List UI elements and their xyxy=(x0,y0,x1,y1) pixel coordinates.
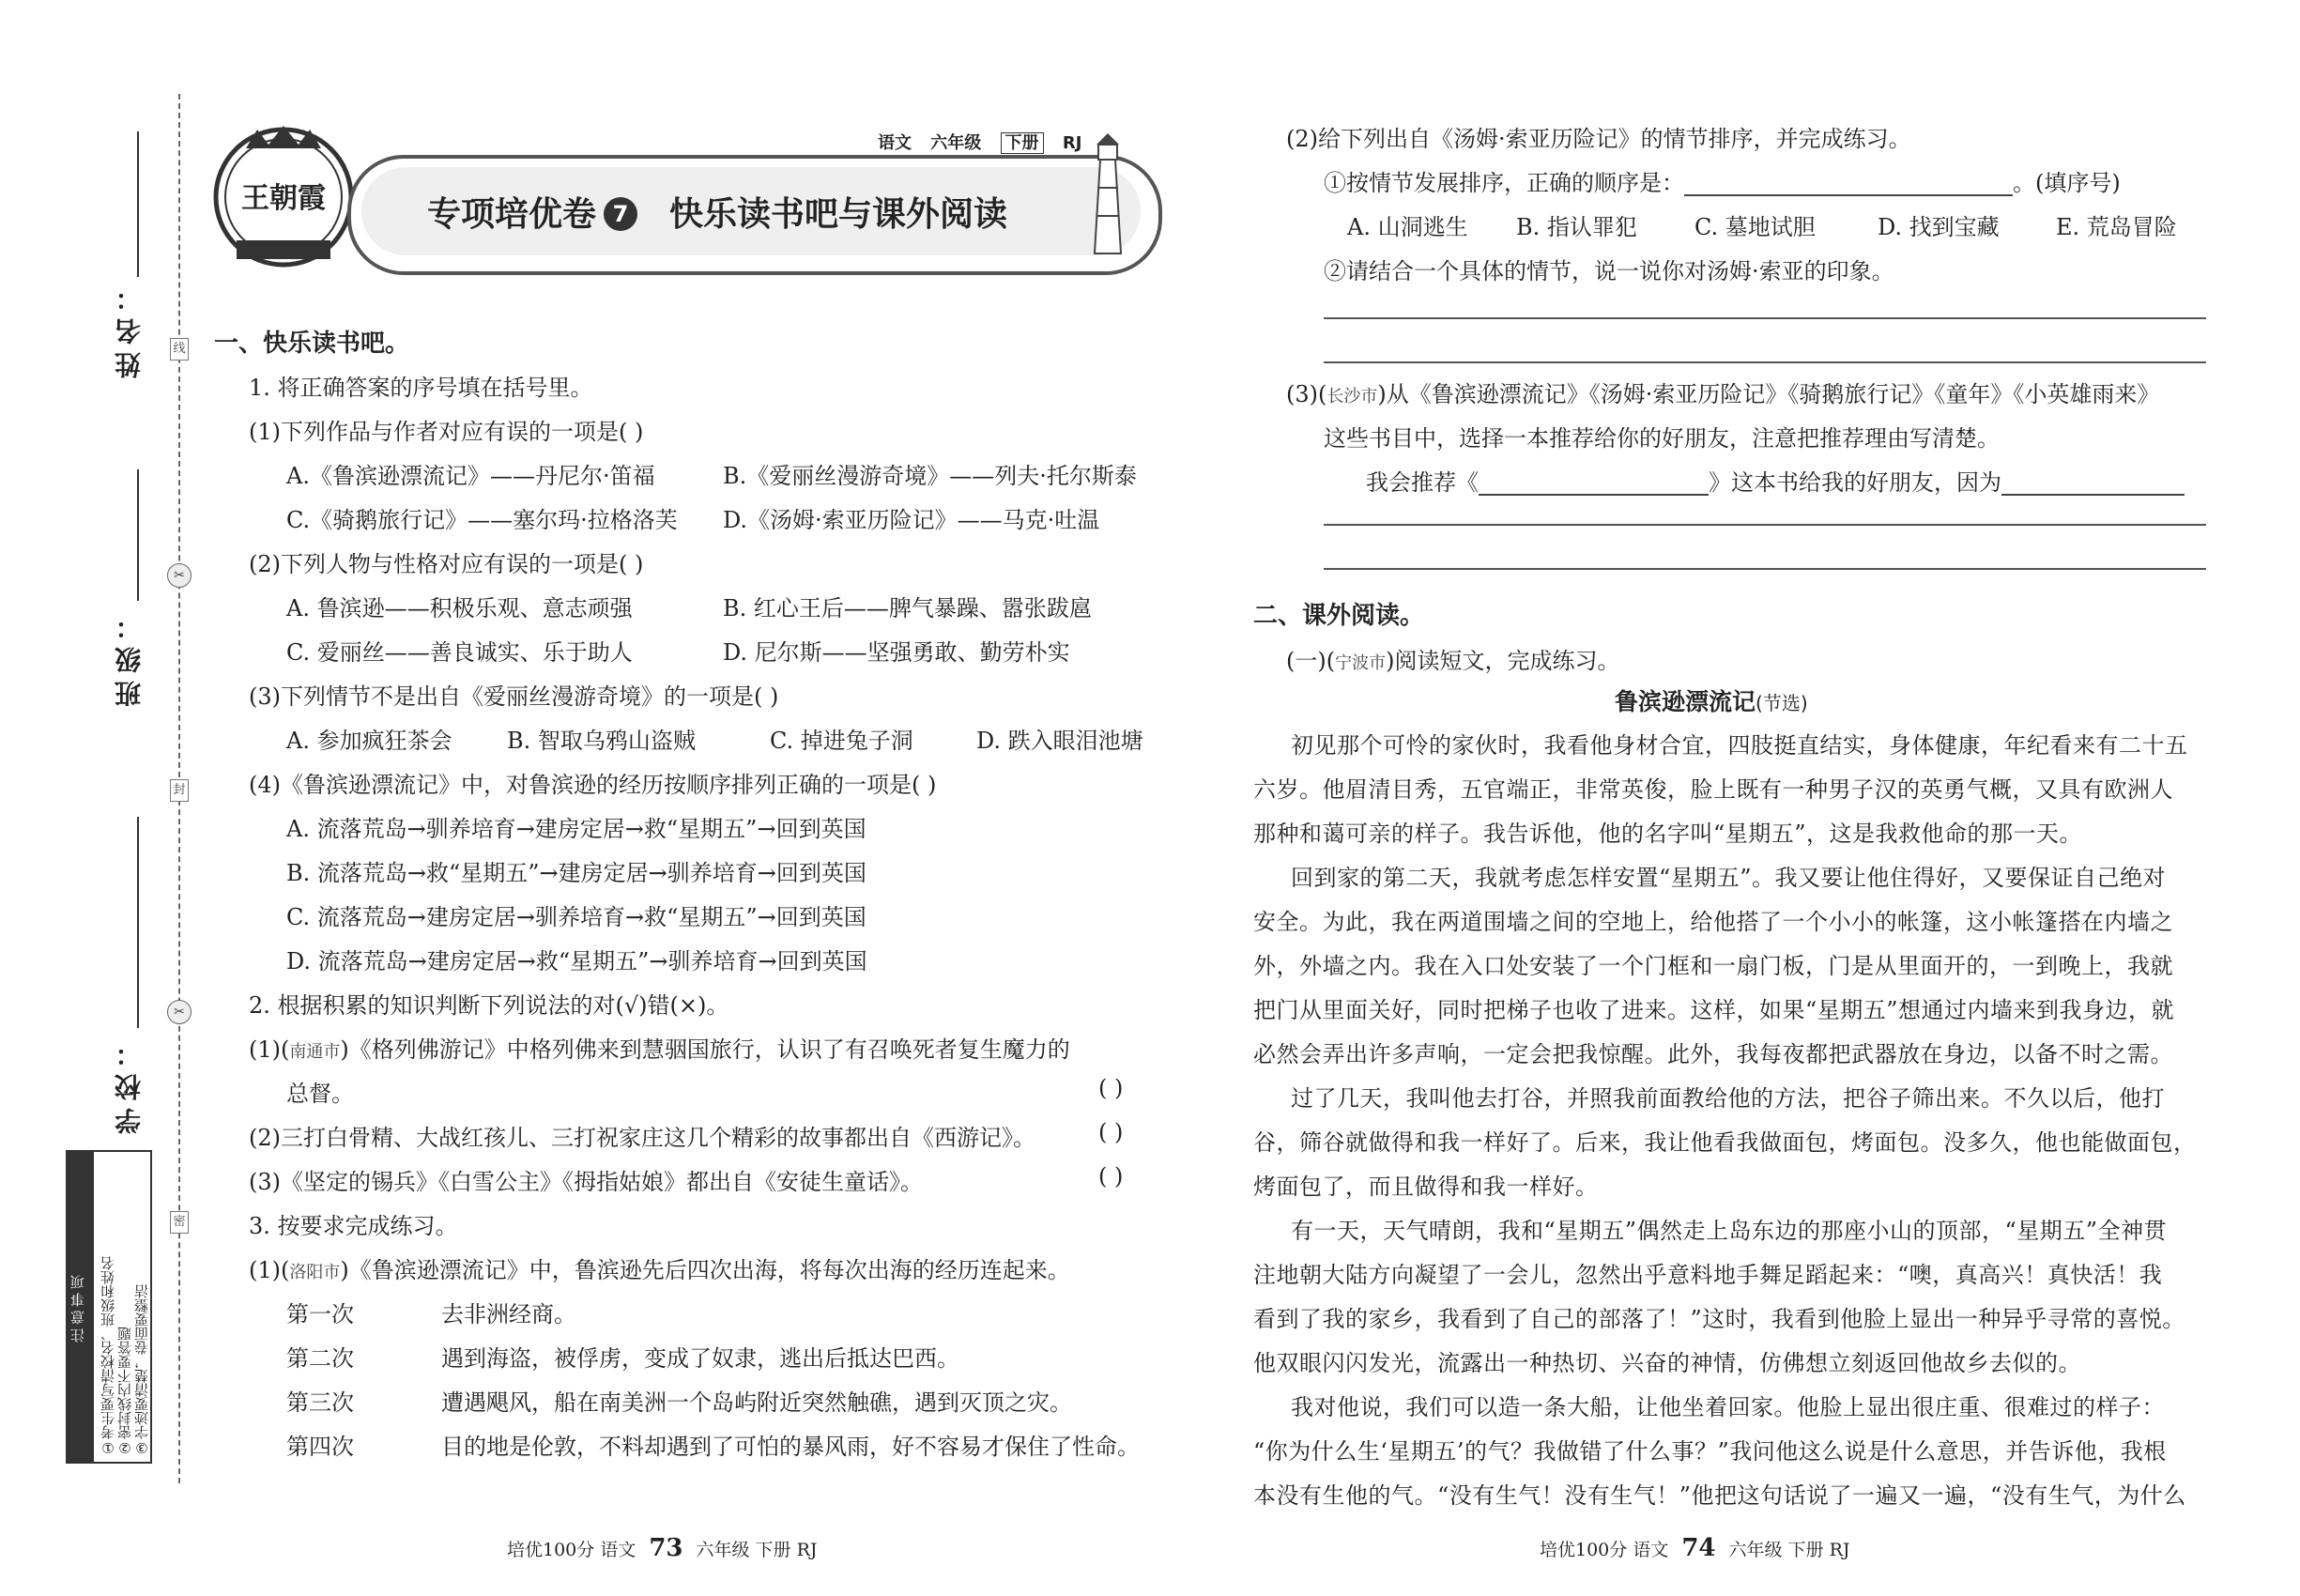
footer-right-prefix: 培优100分 语文 xyxy=(1540,1540,1669,1560)
q2-1-stem xyxy=(249,1031,1070,1064)
footer-left-suffix: 六年级 下册 RJ xyxy=(696,1540,818,1560)
passage-line: 那种和蔼可亲的样子。我告诉他，他的名字叫“星期五”，这是我救他命的那一天。 xyxy=(1253,821,2083,847)
q1-2-stem: (2)下列人物与性格对应有误的一项是( ) xyxy=(249,551,644,577)
passage-line: 过了几天，我叫他去打谷，并照我前面教给他的方法，把谷子筛出来。不久以后，他打 xyxy=(1291,1085,2165,1112)
q3-3-text: )从《鲁滨逊漂流记》《汤姆·索亚历险记》《骑鹅旅行记》《童年》《小英雄雨来》 xyxy=(1377,381,2160,407)
footer-left xyxy=(507,1534,818,1562)
reading-1-text: )阅读短文，完成练习。 xyxy=(1386,648,1620,674)
q2-2-answer-bracket[interactable]: ( ) xyxy=(1098,1119,1124,1145)
series-edition: RJ xyxy=(1062,133,1082,153)
q1-1-option-a: A.《鲁滨逊漂流记》——丹尼尔·笛福 xyxy=(286,463,655,489)
name-write-line[interactable] xyxy=(137,131,139,277)
exam-number: 7 xyxy=(604,197,637,231)
brand-name: 王朝霞 xyxy=(241,182,326,215)
passage-line: 初见那个可怜的家伙时，我看他身材合宜，四肢挺直结实，身体健康，年纪看来有二十五 xyxy=(1291,732,2188,759)
cut-mark-mi: 密 xyxy=(170,1211,189,1234)
q3-3-stem xyxy=(1286,376,2159,408)
passage-line: 必然会弄出许多声响，一定会把我惊醒。此外，我每夜都把武器放在身边，以备不时之需。 xyxy=(1253,1041,2173,1067)
q3-1-stem xyxy=(249,1251,1070,1284)
q3-2-option-e: E. 荒岛冒险 xyxy=(2056,214,2177,240)
recommend-middle: 》这本书给我的好朋友，因为 xyxy=(1709,469,2001,496)
q2-1-answer-bracket[interactable]: ( ) xyxy=(1098,1075,1124,1101)
q3-2-1-suffix: 。(填序号) xyxy=(2013,170,2121,196)
q1-4-stem: (4)《鲁滨逊漂流记》中，对鲁滨逊的经历按顺序排列正确的一项是( ) xyxy=(249,772,937,798)
series-grade: 六年级 xyxy=(930,133,982,153)
q1-1-option-d: D.《汤姆·索亚历险记》——马克·吐温 xyxy=(723,507,1100,533)
q3-2-option-c: C. 墓地试胆 xyxy=(1694,214,1816,240)
voyage-3-label: 第三次 xyxy=(286,1389,354,1416)
passage-line: 安全。为此，我在两道围墙之间的空地上，给他搭了一个小小的帐篷，这小帐篷搭在内墙之 xyxy=(1253,909,2173,935)
school-write-line[interactable] xyxy=(137,817,139,1028)
note-2: ②密封线内不要答题 xyxy=(116,1327,133,1456)
q1-1-stem: (1)下列作品与作者对应有误的一项是( ) xyxy=(249,419,644,445)
q3-1-text: )《鲁滨逊漂流记》中，鲁滨逊先后四次出海，将每次出海的经历连起来。 xyxy=(340,1257,1070,1283)
passage-line: 有一天，天气晴朗，我和“星期五”偶然走上岛东边的那座小山的顶部，“星期五”全神贯 xyxy=(1291,1218,2168,1244)
passage-line: “你为什么生‘星期五’的气？我做错了什么事？”我问他这么说是什么意思，并告诉他，我根 xyxy=(1253,1438,2167,1465)
passage-line: 谷，筛谷就做得和我一样好了。后来，我让他看我做面包，烤面包。没多久，他也能做面包， xyxy=(1253,1129,2197,1156)
q2-1-region: 南通市 xyxy=(289,1042,341,1062)
passage-line: 把门从里面关好，同时把梯子也收了进来。这样，如果“星期五”想通过内墙来到我身边，就 xyxy=(1253,997,2175,1023)
q1-2-option-b: B. 红心王后——脾气暴躁、嚣张跋扈 xyxy=(723,595,1092,622)
recommend-reason-blank[interactable] xyxy=(2001,468,2185,496)
series-info xyxy=(878,130,1095,154)
scissors-icon: ✂ xyxy=(167,1000,192,1024)
q1-1-option-b: B.《爱丽丝漫游奇境》——列夫·托尔斯泰 xyxy=(723,463,1137,489)
page-title xyxy=(427,188,1007,236)
reading-1-prefix: (一)( xyxy=(1286,648,1336,674)
passage-title-note: (节选) xyxy=(1756,692,1808,714)
passage-line: 他双眼闪闪发光，流露出一种热切、兴奋的神情，仿佛想立刻返回他故乡去似的。 xyxy=(1253,1350,2081,1376)
q3-2-1-prefix: ①按情节发展排序，正确的顺序是： xyxy=(1324,170,1684,196)
passage-line: 烤面包了，而且做得和我一样好。 xyxy=(1253,1174,1599,1200)
passage-line: 注地朝大陆方向凝望了一会儿，忽然出乎意料地手舞足蹈起来：“噢，真高兴！真快活！我 xyxy=(1253,1262,2163,1288)
q1-4-option-d: D. 流落荒岛→建房定居→救“星期五”→驯养培育→回到英国 xyxy=(286,948,867,974)
q2-2-stem: (2)三打白骨精、大战红孩儿、三打祝家庄这几个精彩的故事都出自《西游记》。 xyxy=(249,1125,1035,1151)
passage-line: 我对他说，我们可以造一条大船，让他坐着回家。他脸上显出很庄重、很难过的样子： xyxy=(1291,1394,2165,1420)
passage-title xyxy=(1615,683,1808,717)
q2-1-prefix: (1)( xyxy=(249,1036,290,1063)
q1-4-option-b: B. 流落荒岛→救“星期五”→建房定居→驯养培育→回到英国 xyxy=(286,860,866,886)
q3-3-prefix: (3)( xyxy=(1286,381,1327,407)
voyage-4-text: 目的地是伦敦，不料却遇到了可怕的暴风雨，好不容易才保住了性命。 xyxy=(441,1434,1140,1460)
section-2-heading: 二、课外阅读。 xyxy=(1253,602,1425,630)
notes-box xyxy=(66,1150,152,1464)
q3-2-option-b: B. 指认罪犯 xyxy=(1516,214,1637,240)
recommend-prefix: 我会推荐《 xyxy=(1366,469,1479,496)
q1-2-option-c: C. 爱丽丝——善良诚实、乐于助人 xyxy=(286,639,633,666)
answer-line[interactable] xyxy=(1324,524,2206,526)
voyage-1-label: 第一次 xyxy=(286,1301,354,1327)
passage-line: 看到了我的家乡，我看到了自己的部落了！”这时，我看到他脸上显出一种异乎寻常的喜悦。 xyxy=(1253,1306,2185,1332)
passage-title-text: 鲁滨逊漂流记 xyxy=(1615,688,1756,715)
cut-mark-xian: 线 xyxy=(170,338,189,361)
q1-3-stem: (3)下列情节不是出自《爱丽丝漫游奇境》的一项是( ) xyxy=(249,683,779,710)
q1-2-option-a: A. 鲁滨逊——积极乐观、意志顽强 xyxy=(286,595,633,622)
section-1-heading: 一、快乐读书吧。 xyxy=(214,330,410,358)
page-number-right: 74 xyxy=(1681,1534,1716,1562)
passage-line: 外，外墙之内。我在入口处安装了一个门框和一扇门板，门是从里面开的，一到晚上，我就 xyxy=(1253,953,2173,979)
q3-2-2-stem: ②请结合一个具体的情节，说一说你对汤姆·索亚的印象。 xyxy=(1324,258,1894,284)
school-label: 学校： xyxy=(114,1033,145,1134)
recommend-book-blank[interactable] xyxy=(1479,468,1709,496)
brand-logo xyxy=(208,120,359,270)
voyage-2-label: 第二次 xyxy=(286,1345,354,1372)
cut-mark-feng: 封 xyxy=(170,779,189,802)
scissors-icon: ✂ xyxy=(167,563,192,588)
q3-3-continued: 这些书目中，选择一本推荐给你的好朋友，注意把推荐理由写清楚。 xyxy=(1324,425,2000,452)
q1-3-option-c: C. 掉进兔子洞 xyxy=(770,728,913,754)
answer-line[interactable] xyxy=(1324,361,2206,363)
voyage-1-text: 去非洲经商。 xyxy=(441,1301,576,1327)
voyage-3-text: 遭遇飓风，船在南美洲一个岛屿附近突然触礁，遇到灭顶之灾。 xyxy=(441,1389,1072,1416)
q1-4-option-a: A. 流落荒岛→驯养培育→建房定居→救“星期五”→回到英国 xyxy=(286,816,866,842)
q1-3-option-a: A. 参加疯狂茶会 xyxy=(286,728,452,754)
class-label: 班级： xyxy=(114,606,145,707)
q3-1-region: 洛阳市 xyxy=(289,1263,341,1282)
q3-3-region: 长沙市 xyxy=(1326,387,1378,407)
note-3: ③字迹要清楚，卷面要整洁 xyxy=(133,1284,150,1456)
q2-1-text: )《格列佛游记》中格列佛来到慧骃国旅行，认识了有召唤死者复生魔力的 xyxy=(340,1036,1070,1063)
q3-2-stem: (2)给下列出自《汤姆·索亚历险记》的情节排序，并完成练习。 xyxy=(1286,126,1911,152)
q3-stem: 3. 按要求完成练习。 xyxy=(249,1213,458,1239)
voyage-4-label: 第四次 xyxy=(286,1434,354,1460)
q2-3-answer-bracket[interactable]: ( ) xyxy=(1098,1163,1124,1189)
q2-stem: 2. 根据积累的知识判断下列说法的对(√)错(×)。 xyxy=(249,992,729,1019)
q3-2-option-a: A. 山洞逃生 xyxy=(1347,214,1468,240)
series-volume: 下册 xyxy=(1001,132,1044,154)
q3-1-prefix: (1)( xyxy=(249,1257,290,1283)
exam-label: 专项培优卷 xyxy=(427,195,597,234)
answer-line[interactable] xyxy=(1324,568,2206,570)
notes-title: 注意事项 xyxy=(68,1152,94,1462)
q1-2-option-d: D. 尼尔斯——坚强勇敢、勤劳朴实 xyxy=(723,639,1070,666)
passage-line: 回到家的第二天，我就考虑怎样安置“星期五”。我又要让他住得好，又要保证自己绝对 xyxy=(1291,865,2167,891)
passage-line: 六岁。他眉清目秀，五官端正，非常英俊，脸上既有一种男子汉的英勇气概，又具有欧洲人 xyxy=(1253,776,2173,803)
q1-3-option-d: D. 跌入眼泪池塘 xyxy=(976,728,1143,754)
q3-2-option-d: D. 找到宝藏 xyxy=(1878,214,2000,240)
class-write-line[interactable] xyxy=(137,469,139,601)
q2-3-stem: (3)《坚定的锡兵》《白雪公主》《拇指姑娘》都出自《安徒生童话》。 xyxy=(249,1169,923,1195)
q1-3-option-b: B. 智取乌鸦山盗贼 xyxy=(507,728,696,754)
footer-right-suffix: 六年级 下册 RJ xyxy=(1728,1540,1850,1560)
recommend-line xyxy=(1366,464,2185,497)
page-number-left: 73 xyxy=(649,1534,683,1562)
answer-line[interactable] xyxy=(1324,317,2206,319)
q1-1-option-c: C.《骑鹅旅行记》——塞尔玛·拉格洛芙 xyxy=(286,507,678,533)
footer-left-prefix: 培优100分 语文 xyxy=(507,1540,636,1560)
name-label: 姓名： xyxy=(114,277,145,378)
reading-1-region: 宁波市 xyxy=(1335,653,1387,673)
q1-4-option-c: C. 流落荒岛→建房定居→驯养培育→救“星期五”→回到英国 xyxy=(286,904,866,930)
voyage-2-text: 遇到海盗，被俘虏，变成了奴隶，逃出后抵达巴西。 xyxy=(441,1345,959,1372)
footer-right xyxy=(1540,1534,1850,1562)
q3-2-1-answer-blank[interactable] xyxy=(1684,168,2013,196)
exam-title: 快乐读书吧与课外阅读 xyxy=(669,195,1008,234)
passage-line: 本没有生他的气。“没有生气！没有生气！”他把这句话说了一遍又一遍，“没有生气，为什么 xyxy=(1253,1482,2186,1509)
reading-1-stem xyxy=(1286,642,1619,675)
note-1: ①考生要写清校名、班级和姓名 xyxy=(100,1256,116,1456)
q1-stem: 1. 将正确答案的序号填在括号里。 xyxy=(249,375,593,401)
series-subject: 语文 xyxy=(878,133,912,153)
q2-1-continued: 总督。 xyxy=(286,1081,354,1107)
q3-2-1-stem xyxy=(1324,164,2121,197)
